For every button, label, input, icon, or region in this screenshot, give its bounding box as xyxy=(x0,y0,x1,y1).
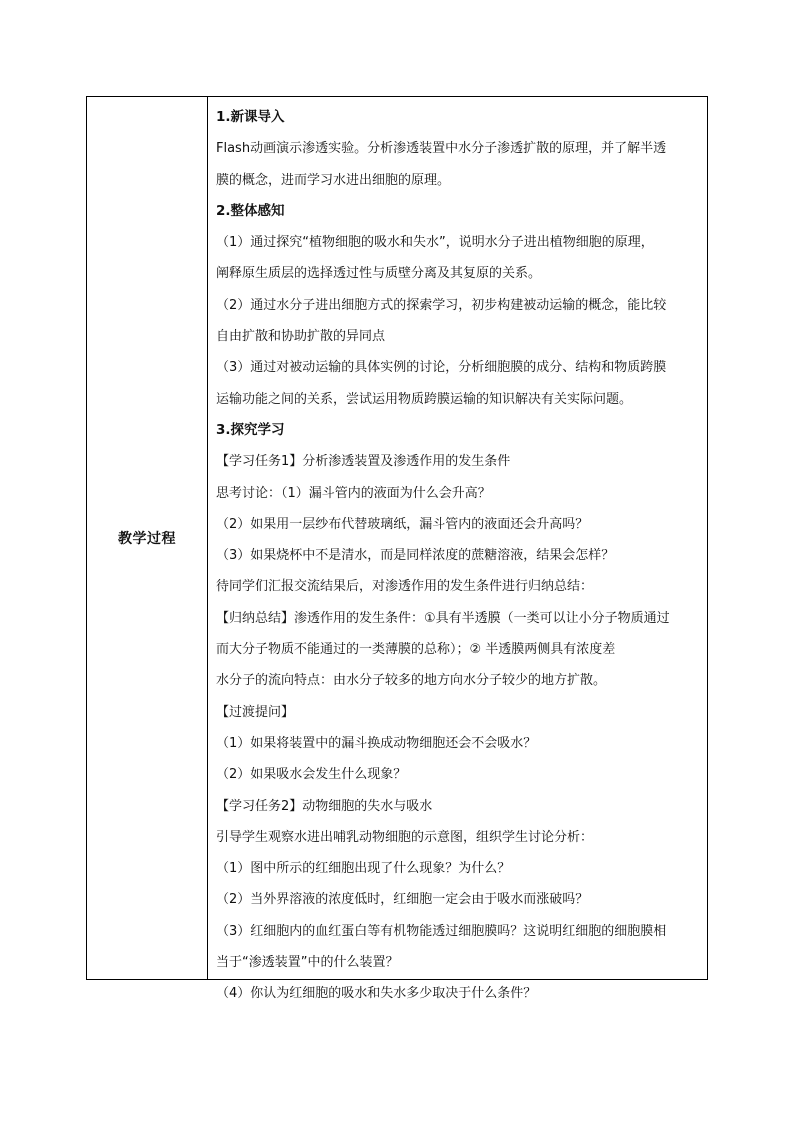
text-line: 膜的概念，进而学习水进出细胞的原理。 xyxy=(216,172,451,188)
text-line: （2）如果吸水会发生什么现象？ xyxy=(216,767,407,783)
row-header-cell xyxy=(87,97,208,979)
text-line: 【学习任务1】分析渗透装置及渗透作用的发生条件 xyxy=(216,454,511,470)
section-heading: 1.新课导入 xyxy=(216,109,285,125)
text-line: 水分子的流向特点：由水分子较多的地方向水分子较少的地方扩散。 xyxy=(216,673,607,689)
text-line: 而大分子物质不能通过的一类薄膜的总称）；② 半透膜两侧具有浓度差 xyxy=(216,642,616,658)
text-line: 运输功能之间的关系，尝试运用物质跨膜运输的知识解决有关实际问题。 xyxy=(216,391,633,407)
text-line: （3）通过对被动运输的具体实例的讨论，分析细胞膜的成分、结构和物质跨膜 xyxy=(216,360,667,376)
text-line: 阐释原生质层的选择透过性与质壁分离及其复原的关系。 xyxy=(216,266,542,282)
text-line: 引导学生观察水进出哺乳动物细胞的示意图，组织学生讨论分析： xyxy=(216,829,594,845)
text-line: 【过渡提问】 xyxy=(216,704,295,720)
text-line: Flash动画演示渗透实验。分析渗透装置中水分子渗透扩散的原理，并了解半透 xyxy=(216,141,667,157)
text-line: （1）图中所示的红细胞出现了什么现象？为什么？ xyxy=(216,861,511,877)
text-line: 【学习任务2】动物细胞的失水与吸水 xyxy=(216,798,433,814)
text-line: （4）你认为红细胞的吸水和失水多少取决于什么条件？ xyxy=(216,986,537,1002)
text-line: 自由扩散和协助扩散的异同点 xyxy=(216,329,386,345)
text-line: （1）如果将装置中的漏斗换成动物细胞还会不会吸水？ xyxy=(216,735,537,751)
section-heading: 3.探究学习 xyxy=(216,421,285,438)
text-line: （2）当外界溶液的浓度低时，红细胞一定会由于吸水而涨破吗？ xyxy=(216,892,589,908)
text-line: （3）如果烧杯中不是清水，而是同样浓度的蔗糖溶液，结果会怎样？ xyxy=(216,548,615,564)
row-header-label: 教学过程 xyxy=(118,531,176,547)
text-line: （2）如果用一层纱布代替玻璃纸，漏斗管内的液面还会升高吗？ xyxy=(216,516,589,532)
lesson-table xyxy=(86,96,708,1002)
text-line: 待同学们汇报交流结果后，对渗透作用的发生条件进行归纳总结： xyxy=(216,579,594,595)
text-line: （3）红细胞内的血红蛋白等有机物能透过细胞膜吗？这说明红细胞的细胞膜相 xyxy=(216,923,667,939)
text-line: 思考讨论：（1）漏斗管内的液面为什么会升高？ xyxy=(216,485,491,501)
section-heading: 2.整体感知 xyxy=(216,202,285,219)
text-line: 【归纳总结】渗透作用的发生条件：①具有半透膜（一类可以让小分子物质通过 xyxy=(216,610,670,626)
text-line: （1）通过探究“植物细胞的吸水和失水”，说明水分子进出植物细胞的原理， xyxy=(216,235,654,251)
content-cell xyxy=(208,97,707,1002)
text-line: 当于“渗透装置”中的什么装置？ xyxy=(216,955,399,971)
text-line: （2）通过水分子进出细胞方式的探索学习，初步构建被动运输的概念，能比较 xyxy=(216,297,667,313)
